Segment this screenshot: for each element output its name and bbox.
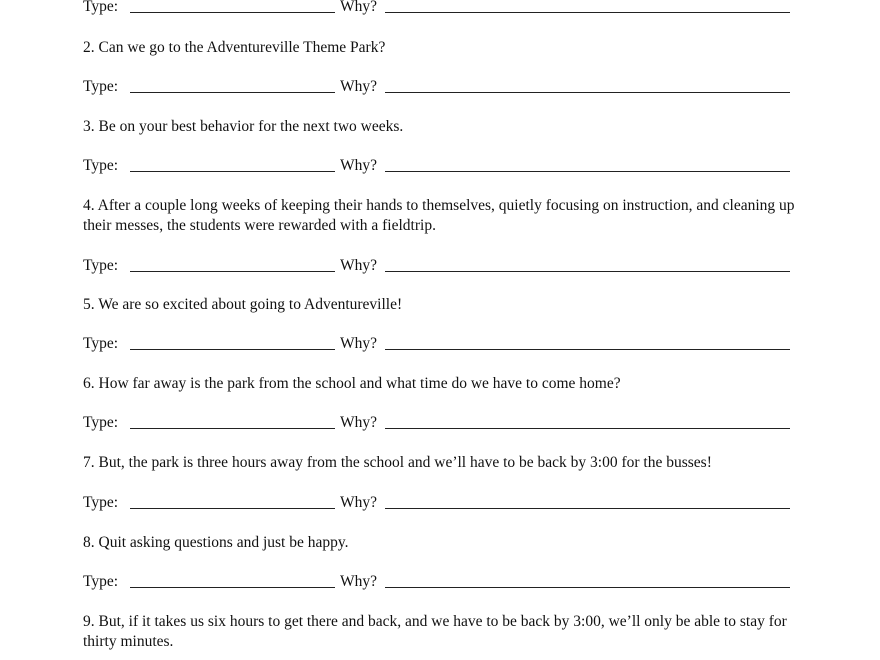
why-answer-blank[interactable] <box>385 428 790 429</box>
type-label: Type: <box>83 414 119 431</box>
question-text: 3. Be on your best behavior for the next two weeks. <box>83 118 404 135</box>
type-label: Type: <box>83 78 119 95</box>
answer-row <box>83 413 803 433</box>
answer-row <box>83 493 803 513</box>
question-text: 4. After a couple long weeks of keeping their hands to themselves, quietly focusing on instruction, and cleaning up their messes, the students were rewarded with a fieldtrip. <box>83 197 795 234</box>
answer-row <box>83 0 803 17</box>
why-answer-blank[interactable] <box>385 508 790 509</box>
why-label: Why? <box>340 494 378 511</box>
type-answer-blank[interactable] <box>130 349 335 350</box>
type-label: Type: <box>83 573 119 590</box>
question-text: 8. Quit asking questions and just be happy. <box>83 534 349 551</box>
why-answer-blank[interactable] <box>385 92 790 93</box>
why-label: Why? <box>340 573 378 590</box>
type-label: Type: <box>83 494 119 511</box>
type-answer-blank[interactable] <box>130 587 335 588</box>
type-label: Type: <box>83 257 119 274</box>
type-answer-blank[interactable] <box>130 171 335 172</box>
why-label: Why? <box>340 335 378 352</box>
question-text: 5. We are so excited about going to Adventureville! <box>83 296 403 313</box>
question-text: 6. How far away is the park from the school and what time do we have to come home? <box>83 375 621 392</box>
type-answer-blank[interactable] <box>130 271 335 272</box>
why-answer-blank[interactable] <box>385 12 790 13</box>
question-text: 9. But, if it takes us six hours to get there and back, and we have to be back by 3:00, we’ll only be able to stay for thirty minutes. <box>83 613 787 650</box>
why-answer-blank[interactable] <box>385 171 790 172</box>
answer-row <box>83 572 803 592</box>
type-label: Type: <box>83 0 119 15</box>
answer-row <box>83 77 803 97</box>
type-label: Type: <box>83 335 119 352</box>
answer-row <box>83 156 803 176</box>
why-label: Why? <box>340 157 378 174</box>
answer-row <box>83 334 803 354</box>
type-answer-blank[interactable] <box>130 508 335 509</box>
type-label: Type: <box>83 157 119 174</box>
type-answer-blank[interactable] <box>130 12 335 13</box>
question-text: 7. But, the park is three hours away from the school and we’ll have to be back by 3:00 for the busses! <box>83 454 712 471</box>
why-label: Why? <box>340 257 378 274</box>
why-label: Why? <box>340 78 378 95</box>
type-answer-blank[interactable] <box>130 92 335 93</box>
why-answer-blank[interactable] <box>385 587 790 588</box>
why-label: Why? <box>340 414 378 431</box>
type-answer-blank[interactable] <box>130 428 335 429</box>
why-answer-blank[interactable] <box>385 271 790 272</box>
question-text: 2. Can we go to the Adventureville Theme Park? <box>83 39 386 56</box>
why-label: Why? <box>340 0 378 15</box>
why-answer-blank[interactable] <box>385 349 790 350</box>
answer-row <box>83 256 803 276</box>
